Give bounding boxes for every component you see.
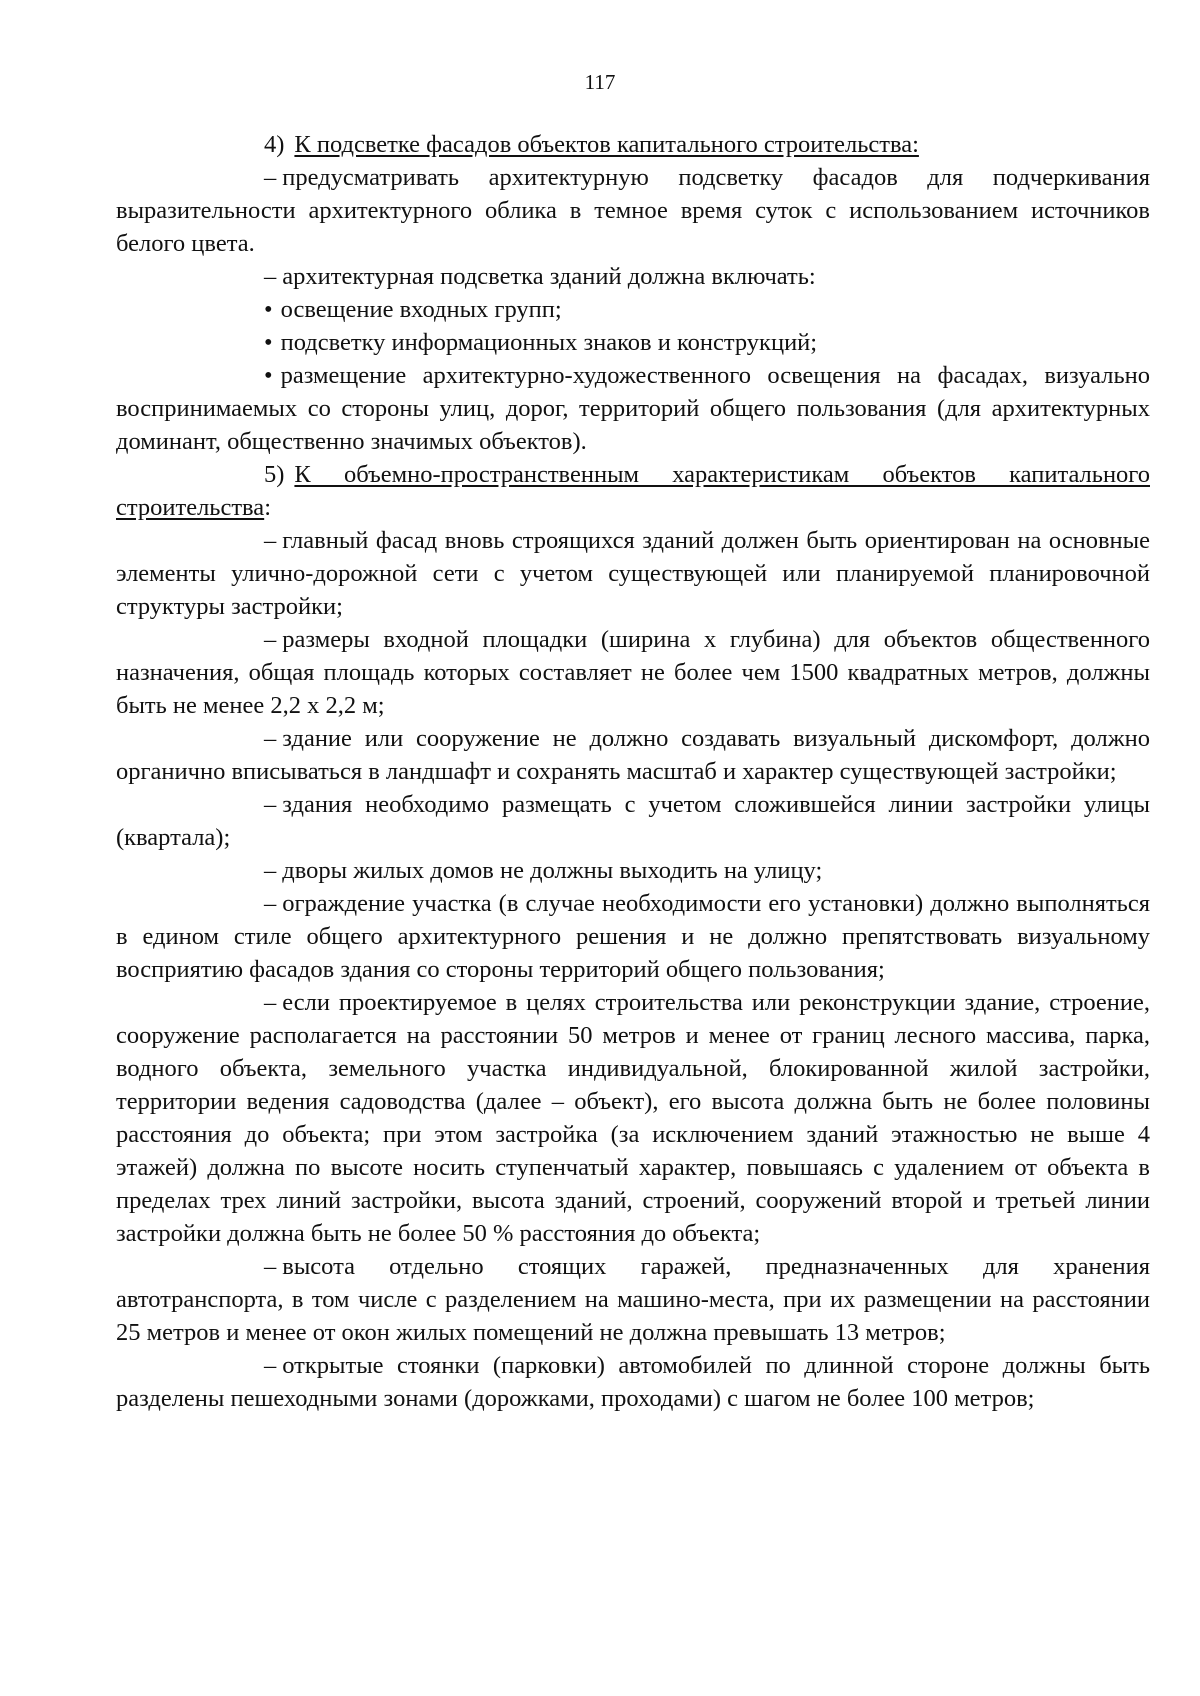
- section-number: 4): [264, 131, 285, 158]
- bullet-marker: •: [264, 296, 273, 323]
- dash-marker: –: [264, 263, 277, 290]
- dash-marker: –: [264, 725, 277, 752]
- dash-marker: –: [264, 527, 277, 554]
- section-heading-tail: :: [264, 494, 271, 521]
- dash-item: [116, 887, 1150, 986]
- dash-item: [116, 524, 1150, 623]
- dash-marker: –: [264, 890, 277, 917]
- dash-item: [116, 986, 1150, 1250]
- paragraph-text: открытые стоянки (парковки) автомобилей по длинной стороне должны быть разделены пешеходными зонами (дорожками, проходами) с шагом не более 100 метров;: [116, 1352, 1150, 1412]
- dash-item: [116, 260, 1150, 293]
- paragraph-text: предусматривать архитектурную подсветку фасадов для подчеркивания выразительности архитектурного облика в темное время суток с использованием источников белого цвета.: [116, 164, 1150, 257]
- dash-marker: –: [264, 626, 277, 653]
- bullet-marker: •: [264, 362, 273, 389]
- dash-item: [116, 854, 1150, 887]
- section-heading-text: К подсветке фасадов объектов капитального строительства:: [294, 131, 919, 158]
- paragraph-text: здание или сооружение не должно создавать визуальный дискомфорт, должно органично вписываться в ландшафт и сохранять масштаб и характер существующей застройки;: [116, 725, 1150, 785]
- dash-marker: –: [264, 1352, 277, 1379]
- section-number: 5): [264, 461, 285, 488]
- page-number: 117: [584, 70, 616, 94]
- section-heading: [116, 458, 1150, 524]
- paragraph-text: если проектируемое в целях строительства или реконструкции здание, строение, сооружение располагается на расстоянии 50 метров и менее от границ лесного массива, парка, водного объекта, земельного участка индивидуальной, блокированной жилой застройки, территории ведения садоводства (далее – объект), его высота должна быть не более половины расстояния до объекта; при этом застройка (за исключением зданий этажностью не выше 4 этажей) должна по высоте носить ступенчатый характер, повышаясь с удалением от объекта в пределах трех линий застройки, высота зданий, строений, сооружений второй и третьей линии застройки должна быть не более 50 % расстояния до объекта;: [116, 989, 1150, 1247]
- dash-item: [116, 722, 1150, 788]
- paragraph-text: подсветку информационных знаков и конструкций;: [280, 329, 818, 356]
- document-body: [116, 128, 1150, 1415]
- paragraph-text: размеры входной площадки (ширина х глубина) для объектов общественного назначения, общая площадь которых составляет не более чем 1500 квадратных метров, должны быть не менее 2,2 х 2,2 м;: [116, 626, 1150, 719]
- paragraph-text: главный фасад вновь строящихся зданий должен быть ориентирован на основные элементы улично-дорожной сети с учетом существующей или планируемой планировочной структуры застройки;: [116, 527, 1150, 620]
- dash-item: [116, 788, 1150, 854]
- dash-marker: –: [264, 857, 277, 884]
- dash-marker: –: [264, 1253, 277, 1280]
- paragraph-text: здания необходимо размещать с учетом сложившейся линии застройки улицы (квартала);: [116, 791, 1150, 851]
- bullet-marker: •: [264, 329, 273, 356]
- dash-marker: –: [264, 164, 277, 191]
- dash-item: [116, 161, 1150, 260]
- bullet-item: [116, 326, 1150, 359]
- paragraph-text: освещение входных групп;: [280, 296, 562, 323]
- dash-item: [116, 1349, 1150, 1415]
- section-heading-text: К объемно-пространственным характеристикам объектов капитального строительства: [116, 461, 1150, 521]
- paragraph-text: размещение архитектурно-художественного освещения на фасадах, визуально воспринимаемых со стороны улиц, дорог, территорий общего пользования (для архитектурных доминант, общественно значимых объектов).: [116, 362, 1150, 455]
- section-heading: [116, 128, 1150, 161]
- bullet-item: [116, 293, 1150, 326]
- dash-marker: –: [264, 791, 277, 818]
- paragraph-text: высота отдельно стоящих гаражей, предназначенных для хранения автотранспорта, в том числе с разделением на машино-места, при их размещении на расстоянии 25 метров и менее от окон жилых помещений не должна превышать 13 метров;: [116, 1253, 1150, 1346]
- bullet-item: [116, 359, 1150, 458]
- paragraph-text: архитектурная подсветка зданий должна включать:: [282, 263, 816, 290]
- dash-item: [116, 623, 1150, 722]
- dash-marker: –: [264, 989, 277, 1016]
- paragraph-text: дворы жилых домов не должны выходить на улицу;: [282, 857, 823, 884]
- dash-item: [116, 1250, 1150, 1349]
- paragraph-text: ограждение участка (в случае необходимости его установки) должно выполняться в едином стиле общего архитектурного решения и не должно препятствовать визуальному восприятию фасадов здания со стороны территорий общего пользования;: [116, 890, 1150, 983]
